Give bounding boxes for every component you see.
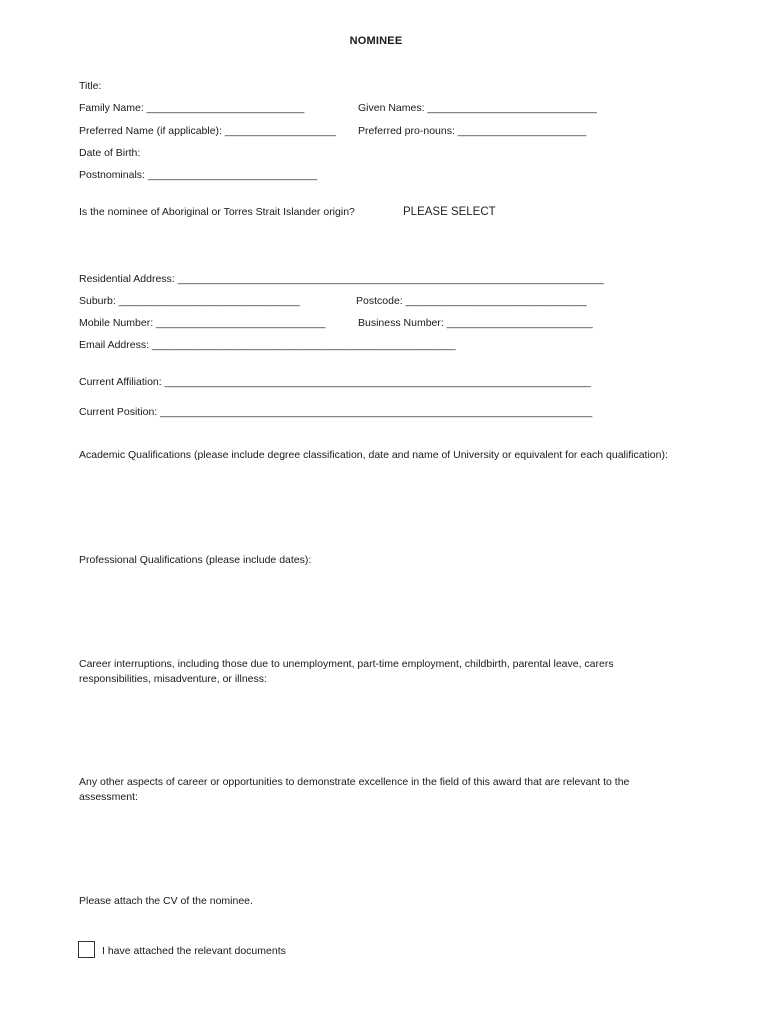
attach-cv-label: Please attach the CV of the nominee. [79,895,253,907]
given-names-field[interactable]: Given Names: _____________________________ [358,102,597,114]
suburb-field[interactable]: Suburb: _______________________________ [79,295,300,307]
mobile-number-field[interactable]: Mobile Number: _____________________________ [79,317,326,329]
current-affiliation-field[interactable]: Current Affiliation: _________________________________________________________________________ [79,376,591,388]
attached-documents-label: I have attached the relevant documents [102,945,286,957]
origin-select-dropdown[interactable]: PLEASE SELECT [403,206,496,218]
other-aspects-label: Any other aspects of career or opportunities to demonstrate excellence in the field of this award that are relevant to the assessment: [79,776,630,803]
title-label: Title: [79,80,102,92]
attached-documents-checkbox[interactable] [78,941,95,958]
postnominals-field[interactable]: Postnominals: _____________________________ [79,169,318,181]
date-of-birth-label: Date of Birth: [79,147,141,159]
form-title: NOMINEE [349,35,403,47]
postcode-field[interactable]: Postcode: _______________________________ [356,295,587,307]
preferred-name-field[interactable]: Preferred Name (if applicable): ___________________ [79,125,336,137]
family-name-field[interactable]: Family Name: ___________________________ [79,102,305,114]
preferred-pronouns-field[interactable]: Preferred pro-nouns: ______________________ [358,125,587,137]
professional-qualifications-label: Professional Qualifications (please include dates): [79,554,312,566]
business-number-field[interactable]: Business Number: _________________________ [358,317,593,329]
email-address-field[interactable]: Email Address: ____________________________________________________ [79,339,456,351]
career-interruptions-label: Career interruptions, including those due to unemployment, part-time employment, childbirth, parental leave, carers responsibilities, misadventure, or illness: [79,658,614,685]
residential-address-field[interactable]: Residential Address: _________________________________________________________________________ [79,273,604,285]
origin-question: Is the nominee of Aboriginal or Torres Strait Islander origin? [79,206,355,218]
academic-qualifications-label: Academic Qualifications (please include degree classification, date and name of University or equivalent for each qualification): [79,449,668,461]
current-position-field[interactable]: Current Position: __________________________________________________________________________ [79,406,593,418]
